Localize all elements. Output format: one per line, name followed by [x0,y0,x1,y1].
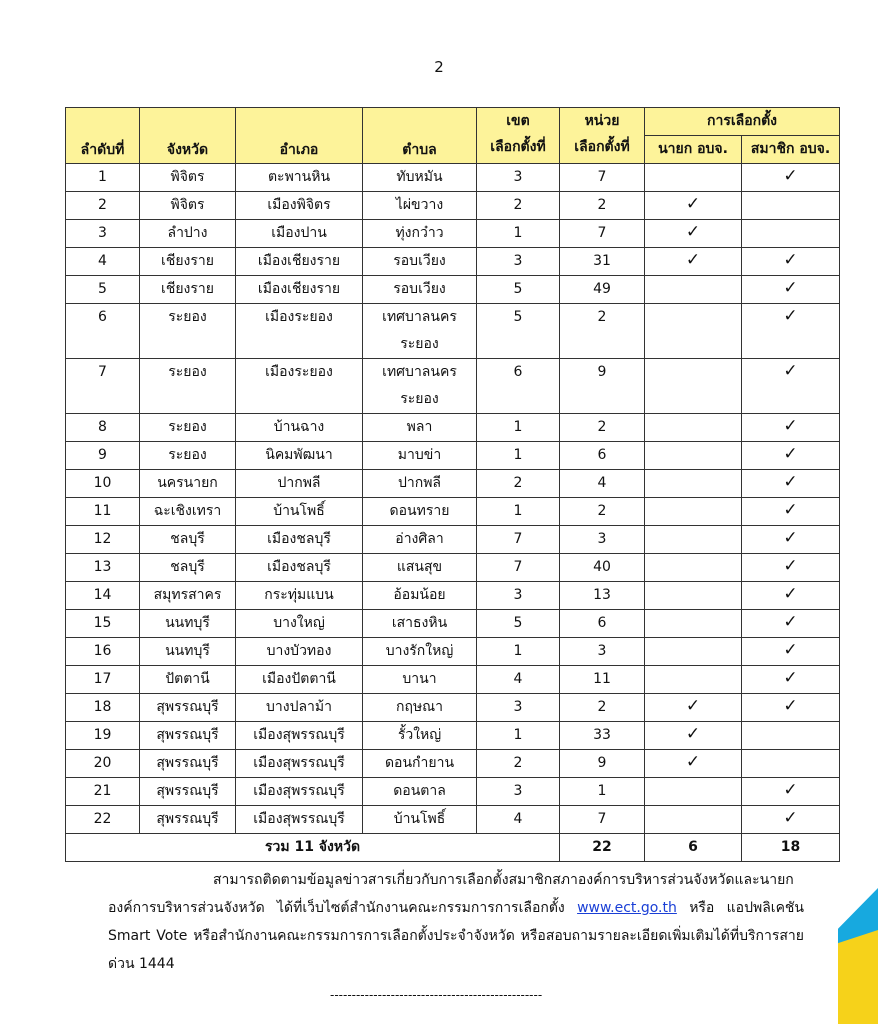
table-row [66,638,840,666]
row-mayor-cell [645,694,742,722]
row-province: เชียงราย [140,276,236,304]
check-mark-icon: ✓ [783,500,798,520]
row-unit: 49 [560,276,645,304]
row-no: 9 [66,442,140,470]
row-mayor-cell [645,470,742,498]
row-mayor-cell [645,192,742,220]
row-mayor-cell [645,806,742,834]
table-row [66,750,840,778]
row-mayor-cell [645,582,742,610]
header-zone [477,108,560,164]
row-province: ชลบุรี [140,554,236,582]
table-row [66,694,840,722]
table-row [66,276,840,304]
row-no: 7 [66,359,140,414]
row-subdistrict: เทศบาลนคร ระยอง [363,304,477,359]
row-district: นิคมพัฒนา [236,442,363,470]
row-member-cell [742,610,840,638]
row-no: 2 [66,192,140,220]
row-subdistrict: ปากพลี [363,470,477,498]
row-member-cell [742,554,840,582]
row-unit: 13 [560,582,645,610]
row-no: 21 [66,778,140,806]
row-no: 13 [66,554,140,582]
row-unit: 33 [560,722,645,750]
row-member-cell [742,750,840,778]
table-row [66,582,840,610]
row-district: บางใหญ่ [236,610,363,638]
row-mayor-cell [645,638,742,666]
row-member-cell [742,778,840,806]
row-district: เมืองสุพรรณบุรี [236,778,363,806]
table-row [66,526,840,554]
row-mayor-cell [645,722,742,750]
row-zone: 5 [477,304,560,359]
row-zone: 3 [477,248,560,276]
row-mayor-cell [645,498,742,526]
row-member-cell [742,248,840,276]
row-subdistrict: บานา [363,666,477,694]
row-zone: 1 [477,722,560,750]
table-row [66,610,840,638]
row-subdistrict: รั้วใหญ่ [363,722,477,750]
row-district: เมืองระยอง [236,304,363,359]
row-member-cell [742,806,840,834]
row-no: 8 [66,414,140,442]
row-subdistrict: ไผ่ขวาง [363,192,477,220]
row-mayor-cell [645,164,742,192]
row-no: 14 [66,582,140,610]
row-member-cell [742,722,840,750]
row-zone: 7 [477,554,560,582]
row-member-cell [742,220,840,248]
check-mark-icon: ✓ [783,640,798,660]
row-district: บ้านฉาง [236,414,363,442]
row-zone: 2 [477,750,560,778]
row-unit: 4 [560,470,645,498]
check-mark-icon: ✓ [685,696,701,716]
row-unit: 2 [560,304,645,359]
row-district: กระทุ่มแบน [236,582,363,610]
header-member: สมาชิก อบจ. [742,136,840,164]
check-mark-icon: ✓ [783,528,798,548]
row-zone: 1 [477,442,560,470]
check-mark-icon: ✓ [783,472,798,492]
row-subdistrict: ทับหมัน [363,164,477,192]
header-no: ลำดับที่ [66,108,140,164]
row-no: 11 [66,498,140,526]
row-province: ระยอง [140,304,236,359]
row-member-cell [742,442,840,470]
header-zone-top: เขต [506,113,530,129]
table-row [66,554,840,582]
header-unit-top: หน่วย [584,113,620,129]
row-zone: 1 [477,220,560,248]
row-zone: 3 [477,778,560,806]
row-subdistrict: ดอนทราย [363,498,477,526]
ect-website-link[interactable]: www.ect.go.th [577,900,677,916]
row-mayor-cell [645,414,742,442]
row-member-cell [742,582,840,610]
row-member-cell [742,359,840,414]
table-row [66,359,840,414]
row-district: เมืองปัตตานี [236,666,363,694]
footer-rule: ------------------------------------------------- [330,988,543,1002]
row-district: บางปลาม้า [236,694,363,722]
row-zone: 5 [477,610,560,638]
header-unit-bottom: เลือกตั้งที่ [574,139,630,155]
row-unit: 1 [560,778,645,806]
check-mark-icon: ✓ [783,416,798,436]
row-zone: 3 [477,582,560,610]
row-zone: 5 [477,276,560,304]
row-district: เมืองระยอง [236,359,363,414]
table-row [66,666,840,694]
header-election: การเลือกตั้ง [645,108,840,136]
table-row [66,470,840,498]
row-unit: 31 [560,248,645,276]
row-mayor-cell [645,610,742,638]
table-row [66,722,840,750]
row-province: สุพรรณบุรี [140,694,236,722]
row-province: ชลบุรี [140,526,236,554]
row-member-cell [742,192,840,220]
row-member-cell [742,414,840,442]
row-unit: 6 [560,442,645,470]
row-district: บางบัวทอง [236,638,363,666]
row-no: 19 [66,722,140,750]
info-paragraph [108,866,804,978]
table-row [66,498,840,526]
row-member-cell [742,304,840,359]
row-district: เมืองสุพรรณบุรี [236,722,363,750]
row-subdistrict: อ้อมน้อย [363,582,477,610]
row-unit: 9 [560,750,645,778]
row-zone: 2 [477,470,560,498]
row-member-cell [742,694,840,722]
header-mayor: นายก อบจ. [645,136,742,164]
row-subdistrict: บางรักใหญ่ [363,638,477,666]
row-province: ลำปาง [140,220,236,248]
row-mayor-cell [645,750,742,778]
row-subdistrict: เสาธงหิน [363,610,477,638]
row-zone: 4 [477,806,560,834]
table-row [66,304,840,359]
total-member: 18 [742,834,840,862]
row-subdistrict: กฤษณา [363,694,477,722]
check-mark-icon: ✓ [783,306,798,326]
row-unit: 7 [560,164,645,192]
check-mark-icon: ✓ [685,752,701,772]
row-member-cell [742,276,840,304]
row-unit: 6 [560,610,645,638]
row-district: ปากพลี [236,470,363,498]
check-mark-icon: ✓ [685,222,701,242]
row-province: ปัตตานี [140,666,236,694]
row-mayor-cell [645,442,742,470]
table-row [66,248,840,276]
row-no: 10 [66,470,140,498]
corner-decoration-yellow [838,930,878,1024]
row-district: เมืองสุพรรณบุรี [236,750,363,778]
row-unit: 2 [560,414,645,442]
table-row [66,220,840,248]
check-mark-icon: ✓ [783,278,798,298]
row-zone: 2 [477,192,560,220]
row-district: เมืองเชียงราย [236,248,363,276]
election-table [65,107,840,862]
header-subdistrict: ตำบล [363,108,477,164]
row-member-cell [742,638,840,666]
row-province: ระยอง [140,359,236,414]
row-member-cell [742,498,840,526]
row-no: 3 [66,220,140,248]
row-province: ระยอง [140,442,236,470]
row-province: สุพรรณบุรี [140,722,236,750]
row-subdistrict: ดอนกำยาน [363,750,477,778]
row-district: ตะพานหิน [236,164,363,192]
row-unit: 3 [560,638,645,666]
row-mayor-cell [645,778,742,806]
table-row [66,778,840,806]
row-province: เชียงราย [140,248,236,276]
row-no: 17 [66,666,140,694]
row-district: เมืองเชียงราย [236,276,363,304]
row-zone: 1 [477,638,560,666]
row-district: เมืองปาน [236,220,363,248]
row-district: เมืองชลบุรี [236,526,363,554]
row-subdistrict: รอบเวียง [363,276,477,304]
row-subdistrict: แสนสุข [363,554,477,582]
row-mayor-cell [645,666,742,694]
check-mark-icon: ✓ [685,250,701,270]
row-zone: 7 [477,526,560,554]
table-row [66,442,840,470]
row-province: สุพรรณบุรี [140,778,236,806]
total-units: 22 [560,834,645,862]
total-label: รวม 11 จังหวัด [66,834,560,862]
row-member-cell [742,164,840,192]
row-zone: 3 [477,694,560,722]
total-mayor: 6 [645,834,742,862]
row-no: 5 [66,276,140,304]
row-province: นนทบุรี [140,610,236,638]
check-mark-icon: ✓ [783,696,798,716]
table-body [66,164,840,834]
row-zone: 4 [477,666,560,694]
row-unit: 7 [560,806,645,834]
row-district: เมืองสุพรรณบุรี [236,806,363,834]
row-no: 18 [66,694,140,722]
row-province: พิจิตร [140,192,236,220]
header-district: อำเภอ [236,108,363,164]
check-mark-icon: ✓ [783,556,798,576]
row-no: 22 [66,806,140,834]
row-unit: 11 [560,666,645,694]
row-no: 4 [66,248,140,276]
row-mayor-cell [645,554,742,582]
row-unit: 2 [560,694,645,722]
row-member-cell [742,526,840,554]
row-subdistrict: เทศบาลนคร ระยอง [363,359,477,414]
row-subdistrict: รอบเวียง [363,248,477,276]
row-subdistrict: บ้านโพธิ์ [363,806,477,834]
row-subdistrict: อ่างศิลา [363,526,477,554]
row-no: 16 [66,638,140,666]
row-province: ระยอง [140,414,236,442]
check-mark-icon: ✓ [783,612,798,632]
table-row [66,192,840,220]
row-no: 12 [66,526,140,554]
check-mark-icon: ✓ [685,724,701,744]
check-mark-icon: ✓ [783,444,798,464]
row-member-cell [742,470,840,498]
row-zone: 6 [477,359,560,414]
check-mark-icon: ✓ [783,166,798,186]
row-mayor-cell [645,526,742,554]
row-province: นนทบุรี [140,638,236,666]
row-district: เมืองชลบุรี [236,554,363,582]
check-mark-icon: ✓ [783,361,798,381]
row-no: 15 [66,610,140,638]
header-zone-bottom: เลือกตั้งที่ [490,139,546,155]
check-mark-icon: ✓ [783,250,798,270]
row-unit: 3 [560,526,645,554]
check-mark-icon: ✓ [783,808,798,828]
row-unit: 40 [560,554,645,582]
row-province: พิจิตร [140,164,236,192]
row-mayor-cell [645,248,742,276]
row-subdistrict: พลา [363,414,477,442]
table-row [66,806,840,834]
header-unit [560,108,645,164]
row-province: สุพรรณบุรี [140,806,236,834]
row-no: 1 [66,164,140,192]
row-zone: 1 [477,498,560,526]
row-no: 6 [66,304,140,359]
row-unit: 7 [560,220,645,248]
check-mark-icon: ✓ [783,584,798,604]
row-zone: 1 [477,414,560,442]
row-member-cell [742,666,840,694]
row-unit: 2 [560,498,645,526]
check-mark-icon: ✓ [783,668,798,688]
row-mayor-cell [645,359,742,414]
paragraph-text-2: หรือ แอปพลิเคชัน Smart Vote หรือสำนักงานคณะกรรมการการเลือกตั้งประจำจังหวัด หรือสอบถามรายละเอียดเพิ่มเติมได้ที่บริการสายด่วน 1444 [108,900,805,972]
header-province: จังหวัด [140,108,236,164]
row-mayor-cell [645,304,742,359]
row-no: 20 [66,750,140,778]
row-district: บ้านโพธิ์ [236,498,363,526]
row-province: สมุทรสาคร [140,582,236,610]
row-mayor-cell [645,276,742,304]
row-unit: 9 [560,359,645,414]
paragraph-text-1: สามารถติดตามข้อมูลข่าวสารเกี่ยวกับการเลือกตั้งสมาชิกสภาองค์การบริหารส่วนจังหวัดและนายกองค์การบริหารส่วนจังหวัด ได้ที่เว็บไซต์สำนักงานคณะกรรมการการเลือกตั้ง [108,872,794,916]
row-zone: 3 [477,164,560,192]
check-mark-icon: ✓ [783,780,798,800]
row-mayor-cell [645,220,742,248]
row-subdistrict: ทุ่งกว๋าว [363,220,477,248]
row-province: นครนายก [140,470,236,498]
page-number: 2 [434,58,444,76]
row-district: เมืองพิจิตร [236,192,363,220]
check-mark-icon: ✓ [685,194,701,214]
table-row [66,414,840,442]
table-row [66,164,840,192]
row-province: ฉะเชิงเทรา [140,498,236,526]
row-subdistrict: ดอนตาล [363,778,477,806]
row-province: สุพรรณบุรี [140,750,236,778]
row-unit: 2 [560,192,645,220]
row-subdistrict: มาบข่า [363,442,477,470]
